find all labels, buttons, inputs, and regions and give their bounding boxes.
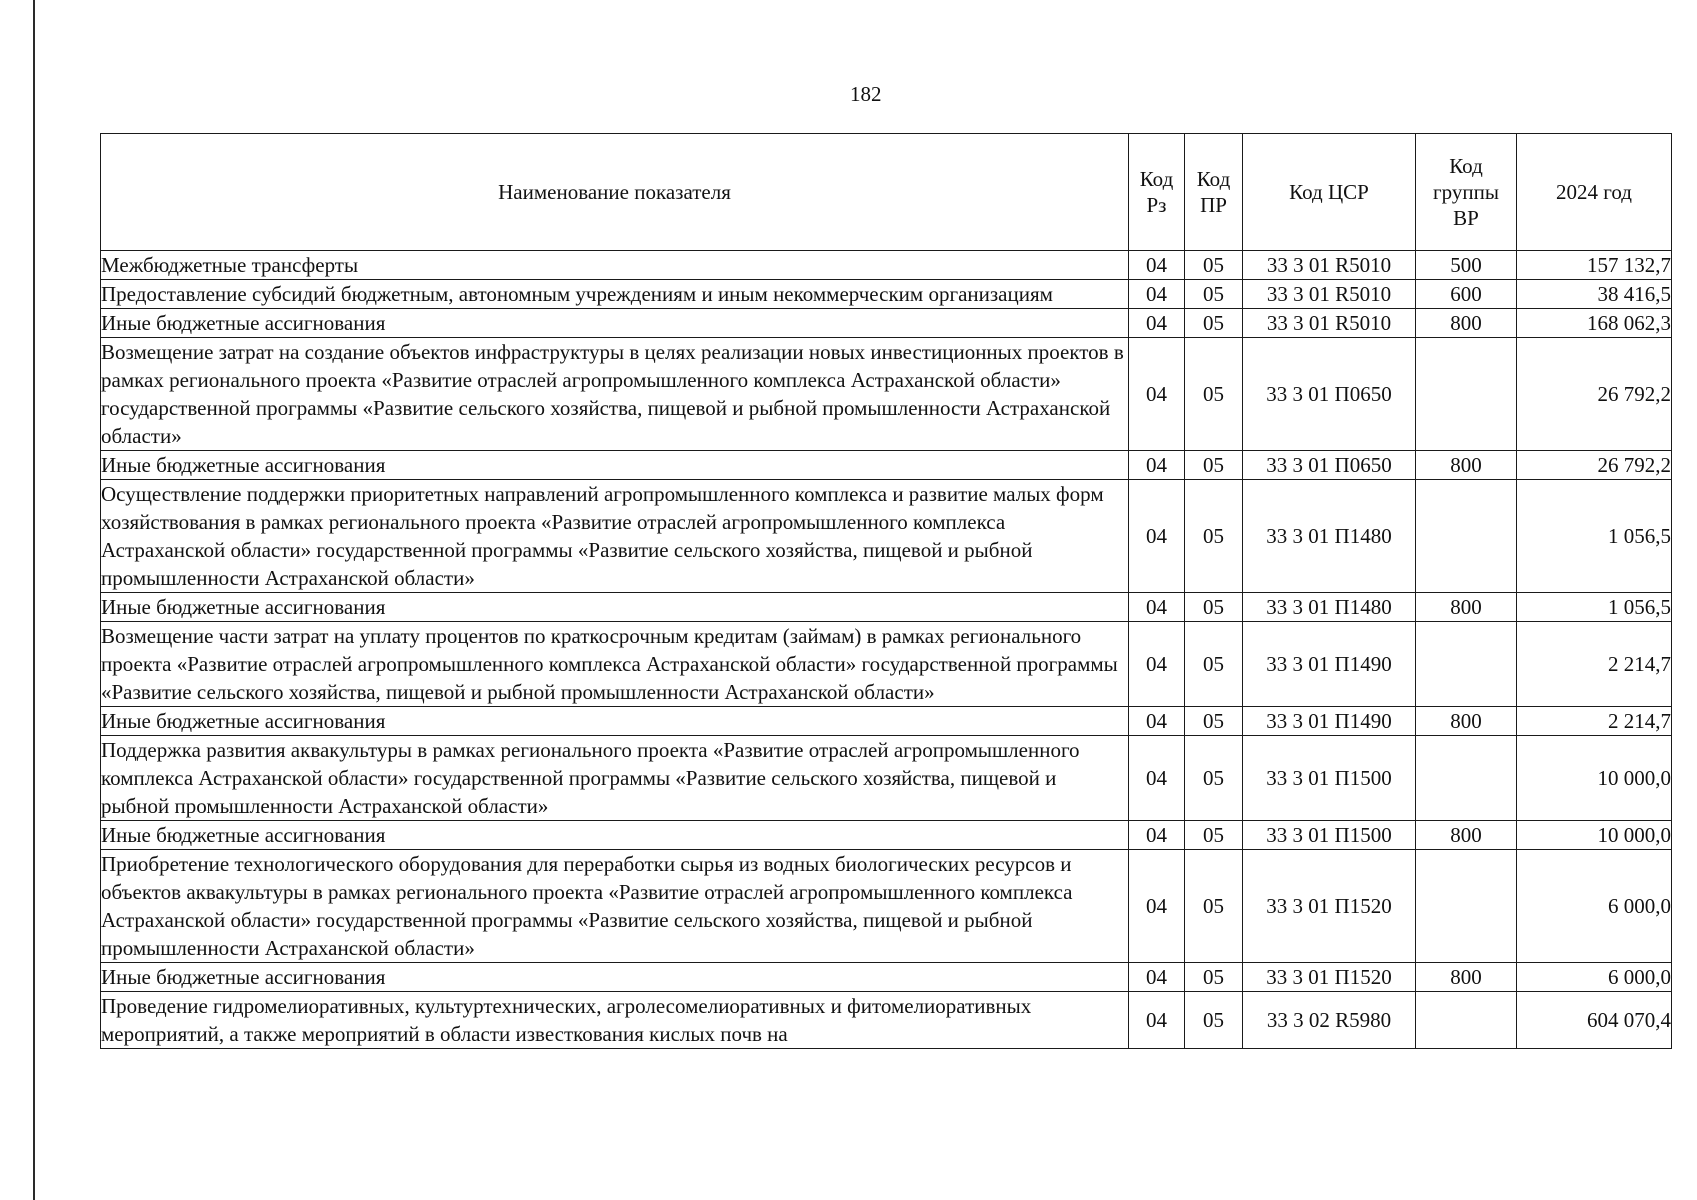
row-rz: 04 — [1129, 309, 1185, 338]
header-vr-line3: ВР — [1453, 206, 1479, 230]
row-name: Осуществление поддержки приоритетных направлений агропромышленного комплекса и развитие малых форм хозяйствования в рамках регионального проекта «Развитие отраслей агропромышленного комплекса Астраханской области» государственной программы «Развитие сельского хозяйства, пищевой и рыбной промышленности Астраханской области» — [101, 480, 1129, 593]
row-pr: 05 — [1185, 593, 1243, 622]
row-rz: 04 — [1129, 451, 1185, 480]
table-header-row — [101, 134, 1672, 251]
row-rz: 04 — [1129, 622, 1185, 707]
header-rz-line1: Код — [1139, 167, 1174, 191]
row-amount: 2 214,7 — [1517, 622, 1672, 707]
row-amount: 1 056,5 — [1517, 480, 1672, 593]
row-amount: 26 792,2 — [1517, 451, 1672, 480]
row-amount: 168 062,3 — [1517, 309, 1672, 338]
row-rz: 04 — [1129, 280, 1185, 309]
row-amount: 10 000,0 — [1517, 821, 1672, 850]
row-name: Иные бюджетные ассигнования — [101, 593, 1129, 622]
row-pr: 05 — [1185, 309, 1243, 338]
row-amount: 6 000,0 — [1517, 850, 1672, 963]
header-csr — [1243, 134, 1416, 251]
row-csr: 33 3 01 П1500 — [1243, 736, 1416, 821]
table-row — [101, 850, 1672, 963]
row-amount: 2 214,7 — [1517, 707, 1672, 736]
row-name: Иные бюджетные ассигнования — [101, 309, 1129, 338]
row-csr: 33 3 01 П1520 — [1243, 963, 1416, 992]
table-row — [101, 280, 1672, 309]
row-amount: 604 070,4 — [1517, 992, 1672, 1049]
table-row — [101, 736, 1672, 821]
row-pr: 05 — [1185, 480, 1243, 593]
header-year — [1517, 134, 1672, 251]
header-pr-line2: ПР — [1200, 193, 1227, 217]
page-number: 182 — [850, 82, 882, 106]
row-pr: 05 — [1185, 338, 1243, 451]
row-csr: 33 3 01 П1520 — [1243, 850, 1416, 963]
row-pr: 05 — [1185, 451, 1243, 480]
row-amount: 26 792,2 — [1517, 338, 1672, 451]
row-vr — [1416, 480, 1517, 593]
row-csr: 33 3 01 П1490 — [1243, 622, 1416, 707]
table-row — [101, 992, 1672, 1049]
row-vr — [1416, 338, 1517, 451]
row-vr: 800 — [1416, 451, 1517, 480]
row-pr: 05 — [1185, 622, 1243, 707]
row-csr: 33 3 01 П1480 — [1243, 480, 1416, 593]
row-rz: 04 — [1129, 992, 1185, 1049]
header-vr-line1: Код — [1449, 154, 1483, 178]
row-amount: 157 132,7 — [1517, 251, 1672, 280]
header-csr-text: Код ЦСР — [1289, 180, 1369, 204]
row-vr: 500 — [1416, 251, 1517, 280]
table-row — [101, 963, 1672, 992]
row-pr: 05 — [1185, 251, 1243, 280]
row-csr: 33 3 01 П1490 — [1243, 707, 1416, 736]
row-amount: 38 416,5 — [1517, 280, 1672, 309]
row-name: Иные бюджетные ассигнования — [101, 707, 1129, 736]
row-amount: 10 000,0 — [1517, 736, 1672, 821]
row-amount: 6 000,0 — [1517, 963, 1672, 992]
row-pr: 05 — [1185, 736, 1243, 821]
row-pr: 05 — [1185, 963, 1243, 992]
header-vr-line2: группы — [1433, 180, 1499, 204]
table-row — [101, 251, 1672, 280]
row-rz: 04 — [1129, 821, 1185, 850]
header-name — [101, 134, 1129, 251]
row-name: Межбюджетные трансферты — [101, 251, 1129, 280]
row-csr: 33 3 01 R5010 — [1243, 280, 1416, 309]
row-name: Иные бюджетные ассигнования — [101, 821, 1129, 850]
row-rz: 04 — [1129, 593, 1185, 622]
row-csr: 33 3 01 П0650 — [1243, 451, 1416, 480]
row-rz: 04 — [1129, 338, 1185, 451]
header-year-text: 2024 год — [1556, 180, 1632, 204]
row-vr: 800 — [1416, 309, 1517, 338]
binding-line — [33, 0, 35, 1200]
row-csr: 33 3 02 R5980 — [1243, 992, 1416, 1049]
header-rz — [1129, 134, 1185, 251]
row-vr — [1416, 850, 1517, 963]
header-pr — [1185, 134, 1243, 251]
row-vr: 800 — [1416, 963, 1517, 992]
row-pr: 05 — [1185, 850, 1243, 963]
row-name: Возмещение части затрат на уплату процентов по краткосрочным кредитам (займам) в рамках регионального проекта «Развитие отраслей агропромышленного комплекса Астраханской области» государственной программы «Развитие сельского хозяйства, пищевой и рыбной промышленности Астраханской области» — [101, 622, 1129, 707]
row-rz: 04 — [1129, 963, 1185, 992]
row-pr: 05 — [1185, 707, 1243, 736]
header-vr — [1416, 134, 1517, 251]
row-rz: 04 — [1129, 736, 1185, 821]
row-rz: 04 — [1129, 850, 1185, 963]
row-csr: 33 3 01 П0650 — [1243, 338, 1416, 451]
row-rz: 04 — [1129, 251, 1185, 280]
row-vr — [1416, 622, 1517, 707]
row-csr: 33 3 01 R5010 — [1243, 309, 1416, 338]
header-name-text: Наименование показателя — [498, 180, 731, 204]
table-row — [101, 622, 1672, 707]
budget-table — [100, 133, 1672, 1049]
row-csr: 33 3 01 R5010 — [1243, 251, 1416, 280]
row-vr — [1416, 992, 1517, 1049]
row-csr: 33 3 01 П1480 — [1243, 593, 1416, 622]
table-row — [101, 593, 1672, 622]
row-csr: 33 3 01 П1500 — [1243, 821, 1416, 850]
row-rz: 04 — [1129, 707, 1185, 736]
table-row — [101, 707, 1672, 736]
row-vr: 600 — [1416, 280, 1517, 309]
table-row — [101, 338, 1672, 451]
table-row — [101, 821, 1672, 850]
row-name: Возмещение затрат на создание объектов инфраструктуры в целях реализации новых инвестиционных проектов в рамках регионального проекта «Развитие отраслей агропромышленного комплекса Астраханской области» государственной программы «Развитие сельского хозяйства, пищевой и рыбной промышленности Астраханской области» — [101, 338, 1129, 451]
row-vr: 800 — [1416, 707, 1517, 736]
row-vr — [1416, 736, 1517, 821]
row-amount: 1 056,5 — [1517, 593, 1672, 622]
table-row — [101, 480, 1672, 593]
row-name: Иные бюджетные ассигнования — [101, 963, 1129, 992]
row-name: Проведение гидромелиоративных, культуртехнических, агролесомелиоративных и фитомелиоративных мероприятий, а также мероприятий в области известкования кислых почв на — [101, 992, 1129, 1049]
row-name: Иные бюджетные ассигнования — [101, 451, 1129, 480]
row-vr: 800 — [1416, 821, 1517, 850]
table-row — [101, 309, 1672, 338]
table-row — [101, 451, 1672, 480]
row-name: Приобретение технологического оборудования для переработки сырья из водных биологических ресурсов и объектов аквакультуры в рамках регионального проекта «Развитие отраслей агропромышленного комплекса Астраханской области» государственной программы «Развитие сельского хозяйства, пищевой и рыбной промышленности Астраханской области» — [101, 850, 1129, 963]
row-pr: 05 — [1185, 992, 1243, 1049]
header-rz-line2: Рз — [1146, 193, 1167, 217]
header-pr-line1: Код — [1196, 167, 1231, 191]
row-name: Предоставление субсидий бюджетным, автономным учреждениям и иным некоммерческим организациям — [101, 280, 1129, 309]
row-rz: 04 — [1129, 480, 1185, 593]
row-name: Поддержка развития аквакультуры в рамках регионального проекта «Развитие отраслей агропромышленного комплекса Астраханской области» государственной программы «Развитие сельского хозяйства, пищевой и рыбной промышленности Астраханской области» — [101, 736, 1129, 821]
row-vr: 800 — [1416, 593, 1517, 622]
row-pr: 05 — [1185, 821, 1243, 850]
row-pr: 05 — [1185, 280, 1243, 309]
